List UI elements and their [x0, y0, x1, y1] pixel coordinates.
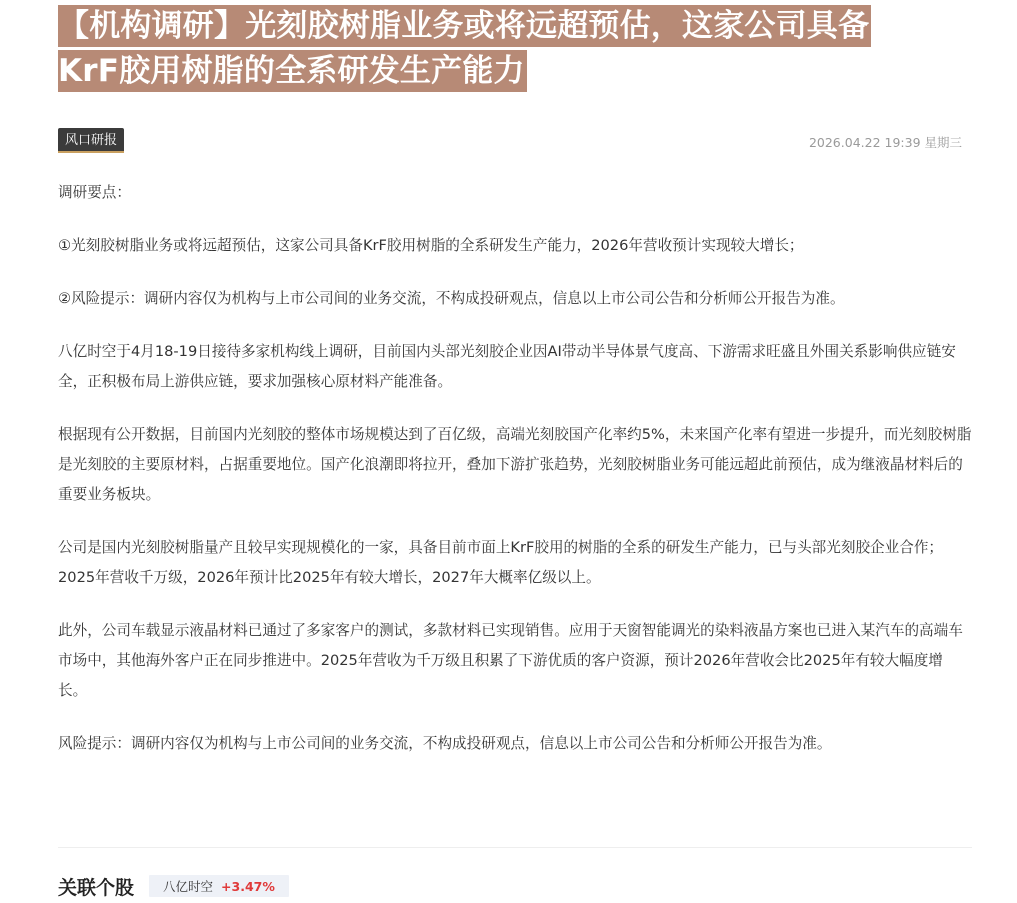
publish-timestamp: 2026.04.22 19:39 星期三 — [808, 135, 962, 150]
related-stocks-title: 关联个股 — [58, 876, 135, 899]
paragraph-key-point-2: ②风险提示：调研内容仅为机构与上市公司间的业务交流，不构成投研观点，信息以上市公司公告和分析师公开报告为准。 — [58, 290, 845, 307]
paragraph-key-point-1: ①光刻胶树脂业务或将远超预估，这家公司具备KrF胶用树脂的全系研发生产能力，2026年营收预计实现较大增长； — [58, 237, 804, 254]
paragraph: 八亿时空于4月18-19日接待多家机构线上调研，目前国内头部光刻胶企业因AI带动半导体景气度高、下游需求旺盛且外围关系影响供应链安全，正积极布局上游供应链，要求加强核心原材料产能准备。 — [58, 343, 956, 390]
paragraph-key-points-heading: 调研要点： — [58, 184, 131, 201]
article-title-line-1: 【机构调研】光刻胶树脂业务或将远超预估，这家公司具备 — [58, 5, 871, 47]
article-meta — [58, 128, 972, 156]
article-title-line-2: KrF胶用树脂的全系研发生产能力 — [58, 50, 527, 92]
article — [58, 0, 972, 782]
paragraph-risk-warning: 风险提示：调研内容仅为机构与上市公司间的业务交流，不构成投研观点，信息以上市公司公告和分析师公开报告为准。 — [58, 735, 832, 752]
stock-chip[interactable] — [149, 875, 289, 897]
paragraph: 公司是国内光刻胶树脂量产且较早实现规模化的一家，具备目前市面上KrF胶用的树脂的全系的研发生产能力，已与头部光刻胶企业合作；2025年营收千万级，2026年预计比2025年有较大增长，2027年大概率亿级以上。 — [58, 539, 944, 586]
paragraph: 此外，公司车载显示液晶材料已通过了多家客户的测试，多款材料已实现销售。应用于天窗智能调光的染料液晶方案也已进入某汽车的高端车市场中，其他海外客户正在同步推进中。2025年营收为千万级且积累了下游优质的客户资源，预计2026年营收会比2025年有较大幅度增长。 — [58, 622, 963, 699]
stock-name: 八亿时空 — [163, 879, 214, 894]
stock-change: +3.47% — [221, 878, 275, 894]
article-title — [58, 5, 972, 95]
category-tag[interactable]: 风口研报 — [58, 128, 124, 153]
related-stocks — [58, 873, 289, 899]
section-divider — [58, 847, 972, 848]
article-body — [58, 178, 972, 759]
paragraph: 根据现有公开数据，目前国内光刻胶的整体市场规模达到了百亿级，高端光刻胶国产化率约5%，未来国产化率有望进一步提升，而光刻胶树脂是光刻胶的主要原材料，占据重要地位。国产化浪潮即将拉开，叠加下游扩张趋势，光刻胶树脂业务可能远超此前预估，成为继液晶材料后的重要业务板块。 — [58, 426, 972, 503]
